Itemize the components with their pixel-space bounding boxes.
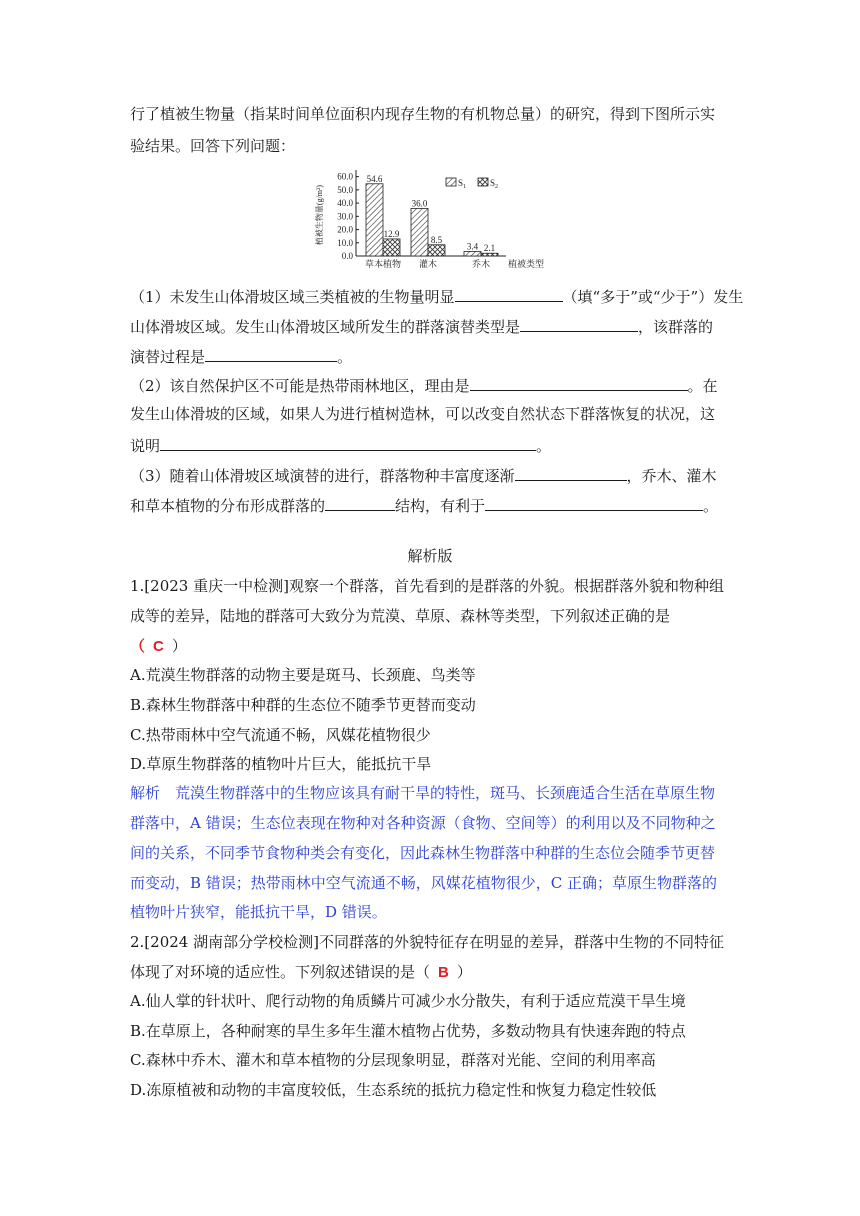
q2-line-2: 发生山体滑坡的区域，如果人为进行植树造林，可以改变自然状态下群落恢复的状况，这 [130,405,716,423]
y-tick-label: 60.0 [337,171,353,182]
legend-label-s2: $S_2$ [490,178,499,190]
legend-subscript: 1 [463,184,467,190]
q1-text-f: 。 [337,348,353,366]
p1-answer-open: （ [130,638,146,655]
p1-stem-line-1: 1.[2023 重庆一中检测]观察一个群落，首先看到的是群落的外貌。根据群落外貌和物种组 [130,577,724,595]
p2-stem-line-2 [130,962,472,983]
q3-blank-3[interactable] [485,494,703,511]
q1-blank-1[interactable] [455,285,563,302]
q1-line-3 [130,345,352,367]
x-category-label: 乔木 [471,259,491,269]
y-axis-title: 植被生物量(g/m²) [315,184,324,246]
p1-answer-close: ） [171,637,187,655]
p2-stem-line-1: 2.[2024 湖南部分学校检测]不同群落的外貌特征存在明显的差异，群落中生物的不同特征 [130,933,724,951]
p1-explanation-line-5: 植物叶片狭窄，能抵抗干旱，D 错误。 [130,903,387,921]
intro-line-1: 行了植被生物量（指某时间单位面积内现存生物的有机物总量）的研究，得到下图所示实 [130,105,716,123]
p1-explanation-line-3: 间的关系，不同季节食物种类会有变化，因此森林生物群落中种群的生态位会随季节更替 [130,844,716,862]
p2-stem-text: 体现了对环境的适应性。下列叙述错误的是（ [130,963,431,981]
biomass-bar-chart [310,162,570,276]
q1-blank-3[interactable] [205,345,337,362]
q2-blank-1[interactable] [470,374,688,391]
q1-text-b: （填“多于”或“少于”）发生 [562,288,744,306]
p1-option-d: D.草原生物群落的植物叶片巨大，能抵抗干旱 [130,755,432,773]
p1-explanation-line-1: 解析 荒漠生物群落中的生物应该具有耐干旱的特性，斑马、长颈鹿适合生活在草原生物 [130,784,716,802]
q3-text-a: （3）随着山体滑坡区域演替的进行，群落物种丰富度逐渐 [130,467,515,485]
q3-blank-1[interactable] [515,464,627,481]
bar-s2 [383,239,400,256]
q3-text-d: 结构，有利于 [395,497,486,515]
y-tick-label: 30.0 [337,211,353,222]
q3-line-2 [130,494,718,516]
p1-answer-line [130,636,187,657]
bar-s2 [428,245,445,256]
p2-answer: B [438,964,449,981]
q1-text-a: （1）未发生山体滑坡区域三类植被的生物量明显 [130,288,455,306]
q2-line-3 [130,434,551,456]
bar-value-label: 36.0 [411,198,428,209]
bar-value-label: 12.9 [383,228,400,239]
x-category-label: 草本植物 [364,259,402,269]
q3-text-c: 和草本植物的分布形成群落的 [130,497,326,515]
p1-explanation-line-2: 群落中，A 错误；生态位表现在物种对各种资源（食物、空间等）的利用以及不同物种之 [130,814,716,832]
legend-swatch-s2 [478,178,488,186]
y-tick-label: 20.0 [337,224,353,235]
p2-option-b: B.在草原上，各种耐寒的旱生多年生灌木植物占优势，多数动物具有快速奔跑的特点 [130,1022,686,1040]
legend-label-s1: $S_1$ [458,178,467,190]
q2-text-a: （2）该自然保护区不可能是热带雨林地区，理由是 [130,377,470,395]
y-tick-label: 10.0 [337,237,353,248]
p1-option-c: C.热带雨林中空气流通不畅，风媒花植物很少 [130,726,431,744]
q1-text-c: 山体滑坡区域。发生山体滑坡区域所发生的群落演替类型是 [130,318,521,336]
q2-line-1 [130,374,718,396]
q1-text-d: ，该群落的 [638,318,714,336]
q3-blank-2[interactable] [325,494,395,511]
bar-value-label: 8.5 [430,234,443,245]
p2-option-d: D.冻原植被和动物的丰富度较低，生态系统的抵抗力稳定性和恢复力稳定性较低 [130,1081,657,1099]
bar-s1 [464,252,481,256]
q3-text-b: ，乔木、灌木 [626,467,717,485]
q1-text-e: 演替过程是 [130,348,206,366]
x-axis-title: 植被类型 [508,259,545,269]
y-tick-label: 0.0 [341,251,353,261]
q2-text-d: 说明 [130,437,161,455]
q1-line-1 [130,285,743,307]
bar-s2 [481,253,498,256]
bar-s1 [366,184,383,256]
p2-answer-close: ） [456,963,472,981]
p1-explanation-line-4: 而变动，B 错误；热带雨林中空气流通不畅，风媒花植物很少，C 正确；草原生物群落的 [130,874,718,892]
intro-line-2: 验结果。回答下列问题： [130,137,296,155]
section-title: 解析版 [407,547,453,565]
p1-answer: C [153,638,164,655]
p1-stem-line-2: 成等的差异，陆地的群落可大致分为荒漠、草原、森林等类型，下列叙述正确的是 [130,607,671,625]
q3-text-e: 。 [703,497,719,515]
p2-option-a: A.仙人掌的针状叶、爬行动物的角质鳞片可减少水分散失，有利于适应荒漠干旱生境 [130,992,686,1010]
p2-option-c: C.森林中乔木、灌木和草本植物的分层现象明显，群落对光能、空间的利用率高 [130,1051,656,1069]
q1-blank-2[interactable] [520,315,638,332]
legend-swatch-s1 [446,178,456,186]
y-tick-label: 50.0 [337,184,353,195]
bar-value-label: 54.6 [366,173,383,184]
bar-s1 [411,208,428,256]
p1-option-a: A.荒漠生物群落的动物主要是斑马、长颈鹿、鸟类等 [130,666,476,684]
q2-text-b: 。在 [687,377,718,395]
q3-line-1 [130,464,717,486]
q2-text-e: 。 [536,437,552,455]
y-tick-label: 40.0 [337,198,353,209]
p1-option-b: B.森林生物群落中种群的生态位不随季节更替而变动 [130,696,476,714]
q2-blank-2[interactable] [160,434,536,451]
bar-value-label: 2.1 [483,243,496,254]
bar-value-label: 3.4 [466,241,479,252]
legend-subscript: 2 [495,184,499,190]
x-category-label: 灌木 [418,259,438,269]
q1-line-2 [130,315,713,337]
